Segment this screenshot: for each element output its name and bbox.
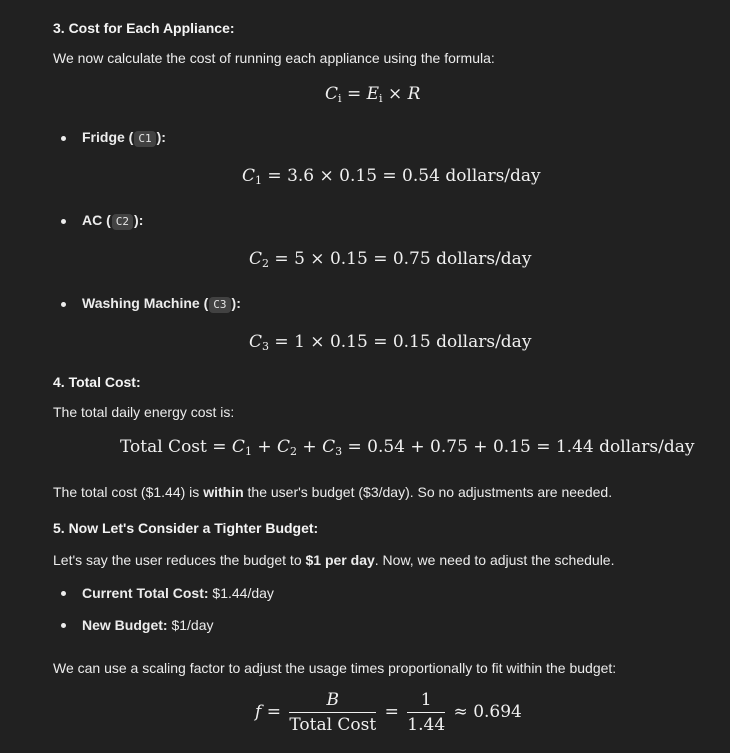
bullet-dot [61,219,66,224]
fridge-eq-sub: 1 [255,174,263,187]
fridge-eq-rhs: = 3.6 × 0.15 = 0.54 dollars/day [267,166,541,186]
summary-post: the user's budget ($3/day). So no adjustments are needed. [243,484,613,500]
total-eq-s1: 1 [244,445,252,458]
section-4-intro: The total daily energy cost is: [53,404,235,420]
wm-code: C3 [209,297,230,313]
section-4-summary [53,484,612,500]
new-budget-value: $1/day [167,617,214,633]
sf-fraction-1 [289,690,376,735]
bullet-dot [61,136,66,141]
ac-eq-var: C [249,249,263,269]
ac-label: AC [82,212,103,228]
total-eq-tail: = 0.54 + 0.75 + 0.15 = 1.44 dollars/day [347,437,695,457]
section-3-intro: We now calculate the cost of running each appliance using the formula: [53,50,495,66]
sf-den2: 1.44 [407,715,446,735]
fridge-code: C1 [134,131,155,147]
intro-bold: $1 per day [305,552,375,568]
total-eq-plus2: + [302,437,317,457]
sf-num1: B [289,690,376,713]
bullet-dot [61,623,66,628]
current-cost-label: Current Total Cost: [82,585,209,601]
sf-den1: Total Cost [289,715,377,735]
total-eq-c1: C [231,437,245,457]
total-eq-c3: C [322,437,336,457]
formula-times: × [387,84,403,104]
formula-c-sub: i [338,92,342,105]
ac-eq-rhs: = 5 × 0.15 = 0.75 dollars/day [274,249,532,269]
sf-approx: ≈ 0.694 [453,702,522,722]
formula-e-sub: i [379,92,383,105]
wm-open: ( [199,295,209,311]
sf-f: f [255,702,262,722]
list-item-washing-machine [82,295,241,313]
wm-eq-rhs: = 1 × 0.15 = 0.15 dollars/day [274,332,532,352]
section-5-intro [53,552,614,568]
sf-fraction-2 [407,690,445,735]
list-item-current-cost [82,585,274,601]
ac-eq-sub: 2 [262,257,270,270]
total-cost-equation [120,437,694,458]
sf-eq1: = [266,702,281,722]
formula-r: R [407,84,421,104]
wm-eq-sub: 3 [262,340,270,353]
wm-label: Washing Machine [82,295,200,311]
summary-bold: within [203,484,244,500]
fridge-label: Fridge [82,129,125,145]
formula-eq: = [346,84,362,104]
sf-num2: 1 [407,690,445,713]
intro-pre: Let's say the user reduces the budget to [53,552,306,568]
scaling-factor-equation [255,690,522,735]
list-item-new-budget [82,617,214,633]
bullet-dot [61,591,66,596]
ac-code: C2 [112,214,133,230]
section-3-heading: 3. Cost for Each Appliance: [53,20,235,36]
new-budget-label: New Budget: [82,617,168,633]
wm-equation [249,332,531,353]
fridge-equation [242,166,541,187]
fridge-open: ( [124,129,134,145]
current-cost-value: $1.44/day [208,585,274,601]
bullet-dot [61,302,66,307]
scaling-text: We can use a scaling factor to adjust the usage times proportionally to fit within the budget: [53,660,617,676]
list-item-fridge [82,129,166,147]
ac-equation [249,249,531,270]
wm-eq-var: C [249,332,263,352]
ac-close: ): [134,212,144,228]
list-item-ac [82,212,143,230]
total-eq-s3: 3 [335,445,343,458]
total-eq-s2: 2 [290,445,298,458]
formula-e: E [366,84,380,104]
sf-eq2: = [384,702,399,722]
cost-formula [325,84,420,105]
total-eq-plus1: + [257,437,272,457]
summary-pre: The total cost ($1.44) is [53,484,204,500]
section-5-heading: 5. Now Let's Consider a Tighter Budget: [53,520,319,536]
fridge-close: ): [156,129,166,145]
wm-close: ): [231,295,241,311]
ac-open: ( [102,212,111,228]
intro-post: . Now, we need to adjust the schedule. [374,552,615,568]
total-eq-label: Total Cost = [120,437,227,457]
total-eq-c2: C [277,437,291,457]
section-4-heading: 4. Total Cost: [53,374,141,390]
fridge-eq-var: C [242,166,256,186]
formula-c: C [325,84,339,104]
